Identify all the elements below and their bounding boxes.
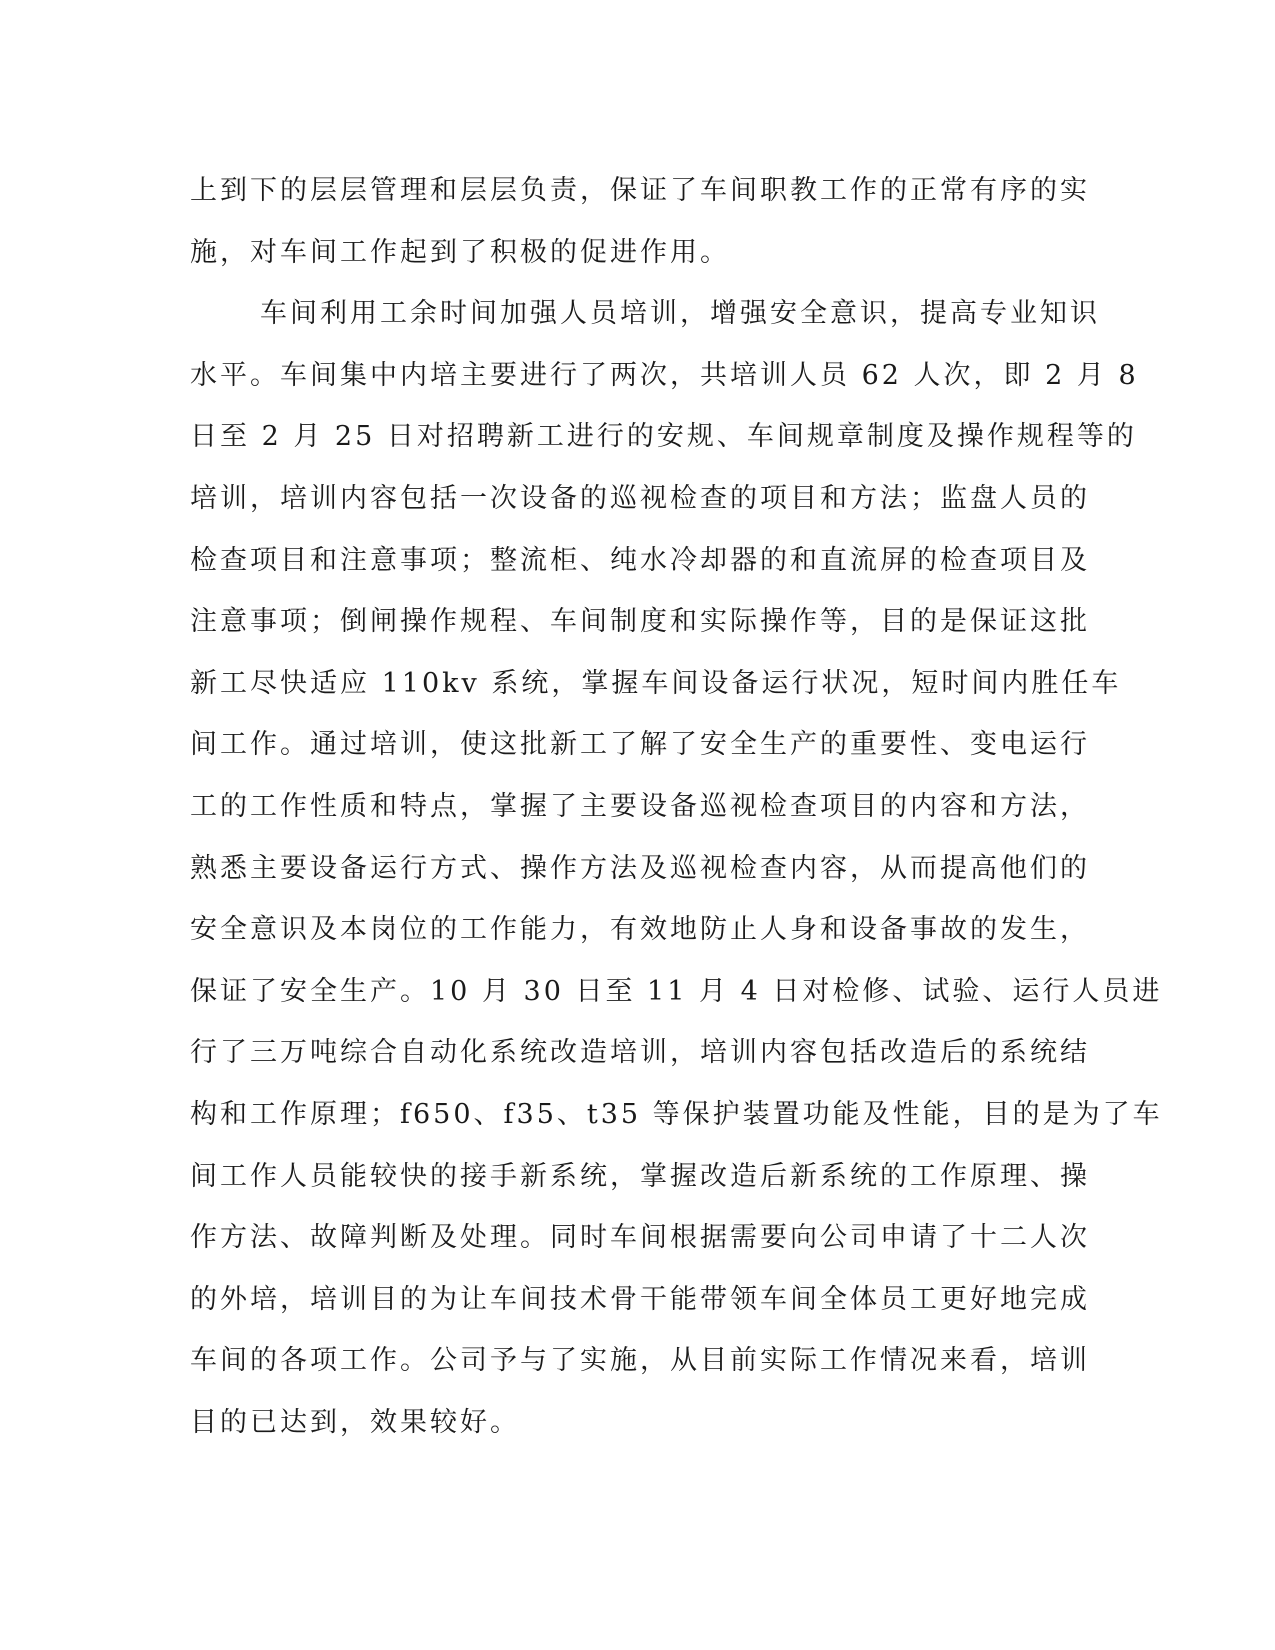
paragraph-first-line: 车间利用工余时间加强人员培训，增强安全意识，提高专业知识 — [260, 298, 1100, 330]
text-line: 构和工作原理；f650、f35、t35 等保护装置功能及性能，目的是为了车 — [190, 1098, 1163, 1130]
text-line: 目的已达到，效果较好。 — [190, 1406, 520, 1438]
text-line: 间工作人员能较快的接手新系统，掌握改造后新系统的工作原理、操 — [190, 1160, 1090, 1192]
text-line: 培训，培训内容包括一次设备的巡视检查的项目和方法；监盘人员的 — [190, 482, 1090, 514]
text-line: 作方法、故障判断及处理。同时车间根据需要向公司申请了十二人次 — [190, 1222, 1090, 1254]
text-line: 车间的各项工作。公司予与了实施，从目前实际工作情况来看，培训 — [190, 1345, 1090, 1377]
text-line: 上到下的层层管理和层层负责，保证了车间职教工作的正常有序的实 — [190, 175, 1090, 206]
text-line: 施，对车间工作起到了积极的促进作用。 — [190, 236, 730, 268]
text-line: 安全意识及本岗位的工作能力，有效地防止人身和设备事故的发生， — [190, 914, 1090, 946]
text-line: 保证了安全生产。10 月 30 日至 11 月 4 日对检修、试验、运行人员进 — [190, 975, 1163, 1007]
text-line: 的外培，培训目的为让车间技术骨干能带领车间全体员工更好地完成 — [190, 1283, 1090, 1315]
text-line: 间工作。通过培训，使这批新工了解了安全生产的重要性、变电运行 — [190, 729, 1090, 761]
text-line: 新工尽快适应 110kv 系统，掌握车间设备运行状况，短时间内胜任车 — [190, 667, 1122, 699]
text-line: 注意事项；倒闸操作规程、车间制度和实际操作等，目的是保证这批 — [190, 606, 1090, 638]
body-text — [190, 160, 1163, 1453]
text-line: 熟悉主要设备运行方式、操作方法及巡视检查内容，从而提高他们的 — [190, 852, 1090, 884]
text-line: 检查项目和注意事项；整流柜、纯水冷却器的和直流屏的检查项目及 — [190, 544, 1090, 576]
text-line: 日至 2 月 25 日对招聘新工进行的安规、车间规章制度及操作规程等的 — [190, 421, 1137, 453]
text-line: 行了三万吨综合自动化系统改造培训，培训内容包括改造后的系统结 — [190, 1037, 1090, 1069]
text-line: 水平。车间集中内培主要进行了两次，共培训人员 62 人次，即 2 月 8 — [190, 359, 1139, 391]
text-line: 工的工作性质和特点，掌握了主要设备巡视检查项目的内容和方法， — [190, 790, 1090, 822]
